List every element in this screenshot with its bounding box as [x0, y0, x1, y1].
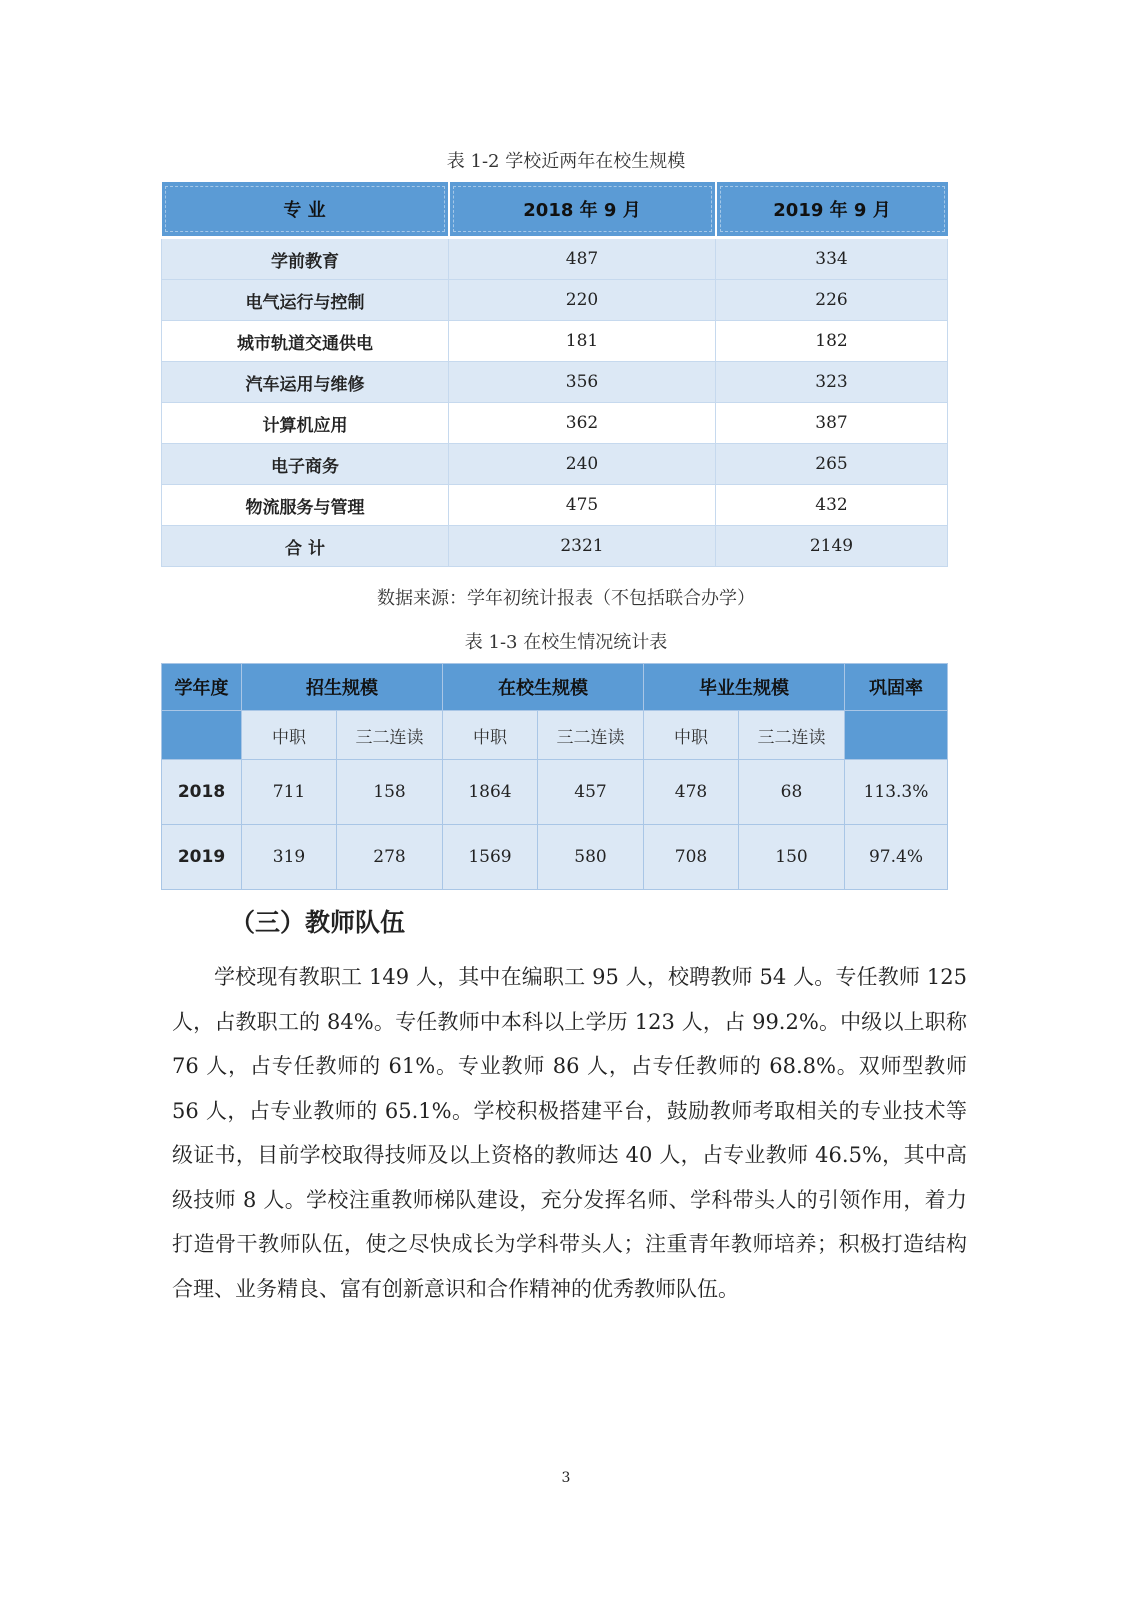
row-2018: 487: [449, 238, 716, 280]
sub-enroll-zz: 中职: [242, 711, 337, 760]
section-title: （三）教师队伍: [230, 908, 406, 937]
grad-zz: 708: [644, 825, 739, 890]
enroll-se: 278: [337, 825, 443, 890]
table-row: [162, 825, 948, 890]
table-row: [162, 321, 948, 362]
row-name: 电气运行与控制: [162, 280, 449, 321]
header-enroll: 招生规模: [242, 664, 443, 711]
row-name: 汽车运用与维修: [162, 362, 449, 403]
enroll-zz: 711: [242, 760, 337, 825]
table12-header-major: 专 业: [162, 182, 449, 238]
section-paragraph: 学校现有教职工 149 人，其中在编职工 95 人，校聘教师 54 人。专任教师 125 人，占教职工的 84%。专任教师中本科以上学历 123 人，占 99.2%。中级以上职称 76 人，占专任教师的 61%。专业教师 86 人，占专任教师的 68.8%。双师型教师 56 人，占专业教师的 65.1%。学校积极搭建平台，鼓励教师考取相关的专业技术等级证书，目前学校取得技师及以上资格的教师达 40 人，占专业教师 46.5%，其中高级技师 8 人。学校注重教师梯队建设，充分发挥名师、学科带头人的引领作用，着力打造骨干教师队伍，使之尽快成长为学科带头人；注重青年教师培养；积极打造结构合理、业务精良、富有创新意识和合作精神的优秀教师队伍。: [172, 965, 967, 1301]
at-zz: 1569: [443, 825, 538, 890]
table13-header-row: [162, 664, 948, 711]
row-2018: 356: [449, 362, 716, 403]
table-row: [162, 485, 948, 526]
row-2019: 265: [716, 444, 948, 485]
table13-subheader-row: [162, 711, 948, 760]
row-name: 物流服务与管理: [162, 485, 449, 526]
retention: 97.4%: [845, 825, 948, 890]
header-year: 学年度: [162, 664, 242, 711]
table-row: [162, 403, 948, 444]
table12-header-row: [162, 182, 948, 238]
table-row: [162, 444, 948, 485]
row-2019: 334: [716, 238, 948, 280]
table-row: [162, 280, 948, 321]
row-2019: 182: [716, 321, 948, 362]
row-2018: 181: [449, 321, 716, 362]
enroll-se: 158: [337, 760, 443, 825]
row-name: 学前教育: [162, 238, 449, 280]
grad-se: 150: [739, 825, 845, 890]
table-row: [162, 760, 948, 825]
table-row: [162, 362, 948, 403]
row-2018: 475: [449, 485, 716, 526]
table12-header-2019: 2019 年 9 月: [716, 182, 948, 238]
page-number: 3: [561, 1470, 571, 1486]
table13: [161, 663, 948, 890]
at-se: 580: [538, 825, 644, 890]
row-name: 城市轨道交通供电: [162, 321, 449, 362]
total-2019: 2149: [716, 526, 948, 567]
total-label: 合 计: [162, 526, 449, 567]
row-name: 电子商务: [162, 444, 449, 485]
sub-grad-se: 三二连读: [739, 711, 845, 760]
header-graduate: 毕业生规模: [644, 664, 845, 711]
grad-zz: 478: [644, 760, 739, 825]
sub-at-se: 三二连读: [538, 711, 644, 760]
enroll-zz: 319: [242, 825, 337, 890]
table13-caption: 表 1-3 在校生情况统计表: [464, 632, 668, 653]
sub-at-zz: 中职: [443, 711, 538, 760]
retention: 113.3%: [845, 760, 948, 825]
at-zz: 1864: [443, 760, 538, 825]
row-name: 计算机应用: [162, 403, 449, 444]
total-2018: 2321: [449, 526, 716, 567]
row-year: 2018: [162, 760, 242, 825]
header-atschool: 在校生规模: [443, 664, 644, 711]
row-2018: 220: [449, 280, 716, 321]
header-retention: 巩固率: [845, 664, 948, 711]
header-year-blank: [162, 711, 242, 760]
at-se: 457: [538, 760, 644, 825]
table12: [161, 182, 948, 567]
table-total-row: [162, 526, 948, 567]
row-2019: 323: [716, 362, 948, 403]
row-2018: 362: [449, 403, 716, 444]
row-2019: 226: [716, 280, 948, 321]
table12-header-2018: 2018 年 9 月: [449, 182, 716, 238]
row-2018: 240: [449, 444, 716, 485]
sub-enroll-se: 三二连读: [337, 711, 443, 760]
sub-grad-zz: 中职: [644, 711, 739, 760]
row-2019: 387: [716, 403, 948, 444]
row-year: 2019: [162, 825, 242, 890]
table12-caption: 表 1-2 学校近两年在校生规模: [446, 151, 686, 172]
table-row: [162, 238, 948, 280]
table12-source: 数据来源：学年初统计报表（不包括联合办学）: [377, 588, 755, 609]
grad-se: 68: [739, 760, 845, 825]
row-2019: 432: [716, 485, 948, 526]
header-retention-blank: [845, 711, 948, 760]
